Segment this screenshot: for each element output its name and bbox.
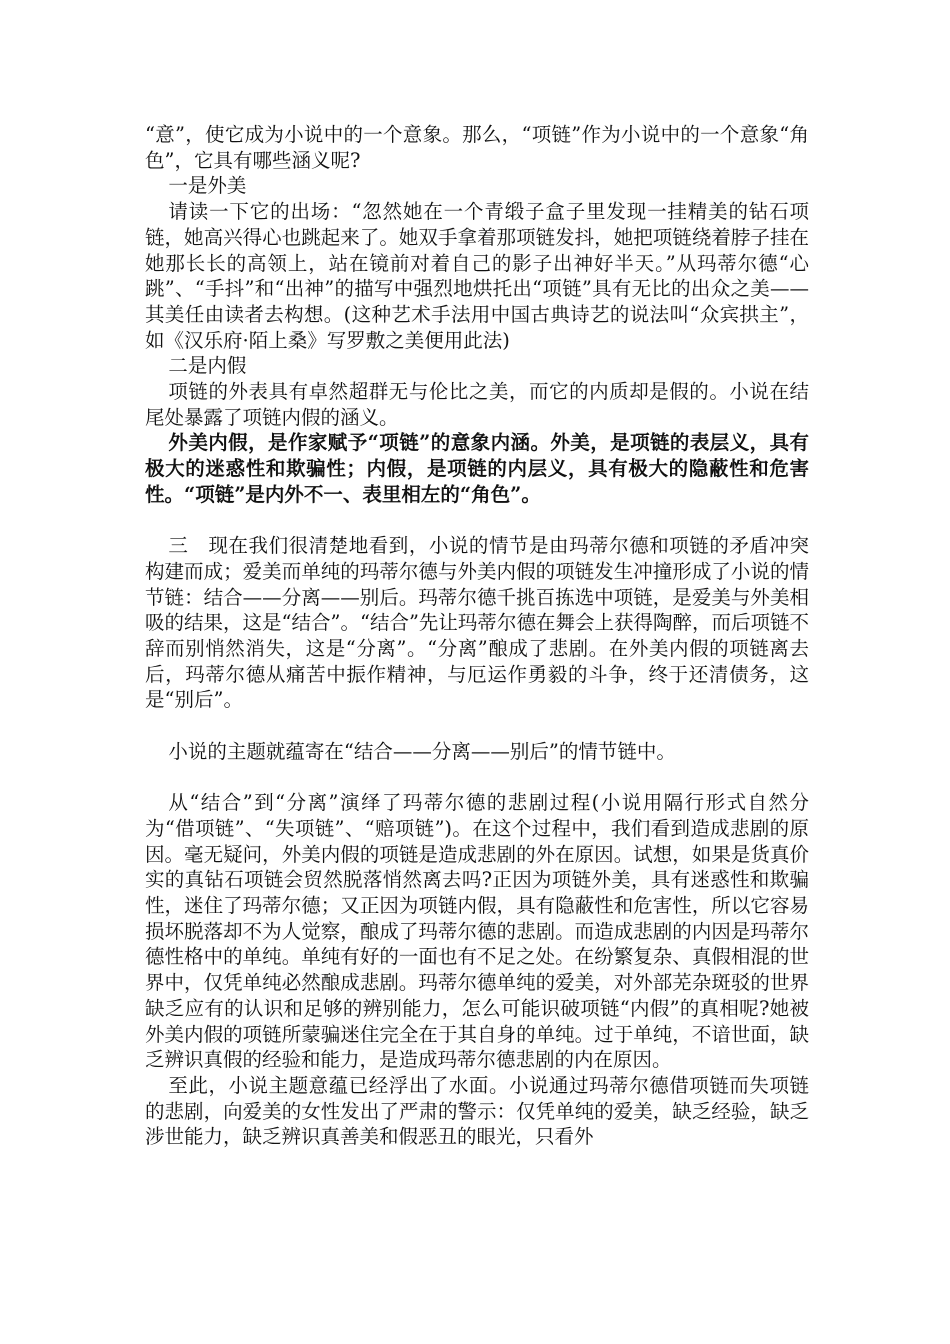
heading-inner-fake: 二是内假 [168,354,247,378]
paragraph-outer-beauty: 请读一下它的出场：“忽然她在一个青缎子盒子里发现一挂精美的钻石项链，她高兴得心也跳起来了。她双手拿着那项链发抖，她把项链绕着脖子挂在她那长长的高领上，站在镜前对着自己的影子出神好半天。”从玛蒂尔德“心跳”、“手抖”和“出神”的描写中强烈地烘托出“项链”具有无比的出众之美——其美任由读者去构想。(这种艺术手法用中国古典诗艺的说法叫“众宾拱主”，如《汉乐府·陌上桑》写罗敷之美便用此法) [145,200,809,352]
heading-outer-beauty: 一是外美 [168,174,247,198]
paragraph-inner-fake: 项链的外表具有卓然超群无与伦比之美，而它的内质却是假的。小说在结尾处暴露了项链内假的涵义。 [145,380,809,429]
paragraph-conclusion: 至此，小说主题意蕴已经浮出了水面。小说通过玛蒂尔德借项链而失项链的悲剧，向爱美的女性发出了严肃的警示：仅凭单纯的爱美，缺乏经验，缺乏涉世能力，缺乏辨识真善美和假恶丑的眼光，只看外 [145,1073,809,1149]
paragraph-summary-bold: 外美内假，是作家赋予“项链”的意象内涵。外美，是项链的表层义，具有极大的迷惑性和欺骗性；内假，是项链的内层义，具有极大的隐蔽性和危害性。“项链”是内外不一、表里相左的“角色”。 [145,431,809,506]
paragraph-tragedy: 从“结合”到“分离”演绎了玛蒂尔德的悲剧过程(小说用隔行形式自然分为“借项链”、“失项链”、“赔项链”)。在这个过程中，我们看到造成悲剧的原因。毫无疑问，外美内假的项链是造成悲剧的外在原因。试想，如果是货真价实的真钻石项链会贸然脱落悄然离去吗?正因为项链外美，具有迷惑性和欺骗性，迷住了玛蒂尔德；又正因为项链内假，具有隐蔽性和危害性，所以它容易损坏脱落却不为人觉察，酿成了玛蒂尔德的悲剧。而造成悲剧的内因是玛蒂尔德性格中的单纯。单纯有好的一面也有不足之处。在纷繁复杂、真假相混的世界中，仅凭单纯必然酿成悲剧。玛蒂尔德单纯的爱美，对外部芜杂斑驳的世界缺乏应有的认识和足够的辨别能力，怎么可能识破项链“内假”的真相呢?她被外美内假的项链所蒙骗迷住完全在于其自身的单纯。过于单纯，不谙世面，缺乏辨识真假的经验和能力，是造成玛蒂尔德悲剧的内在原因。 [145,791,809,1072]
paragraph-theme: 小说的主题就蕴寄在“结合——分离——别后”的情节链中。 [168,739,676,763]
paragraph-intro: “意”，使它成为小说中的一个意象。那么，“项链”作为小说中的一个意象“角色”，它具有哪些涵义呢? [145,123,809,172]
paragraph-plot: 三 现在我们很清楚地看到，小说的情节是由玛蒂尔德和项链的矛盾冲突构建而成；爱美而单纯的玛蒂尔德与外美内假的项链发生冲撞形成了小说的情节链：结合——分离——别后。玛蒂尔德千挑百拣选中项链，是爱美与外美相吸的结果，这是“结合”。“结合”先让玛蒂尔德在舞会上获得陶醉，而后项链不辞而别悄然消失，这是“分离”。“分离”酿成了悲剧。在外美内假的项链离去后，玛蒂尔德从痛苦中振作精神，与厄运作勇毅的斗争，终于还清债务，这是“别后”。 [145,534,809,712]
document-page [145,122,809,1150]
paragraph-gap [145,508,809,534]
paragraph-gap [145,765,809,791]
paragraph-gap [145,713,809,739]
